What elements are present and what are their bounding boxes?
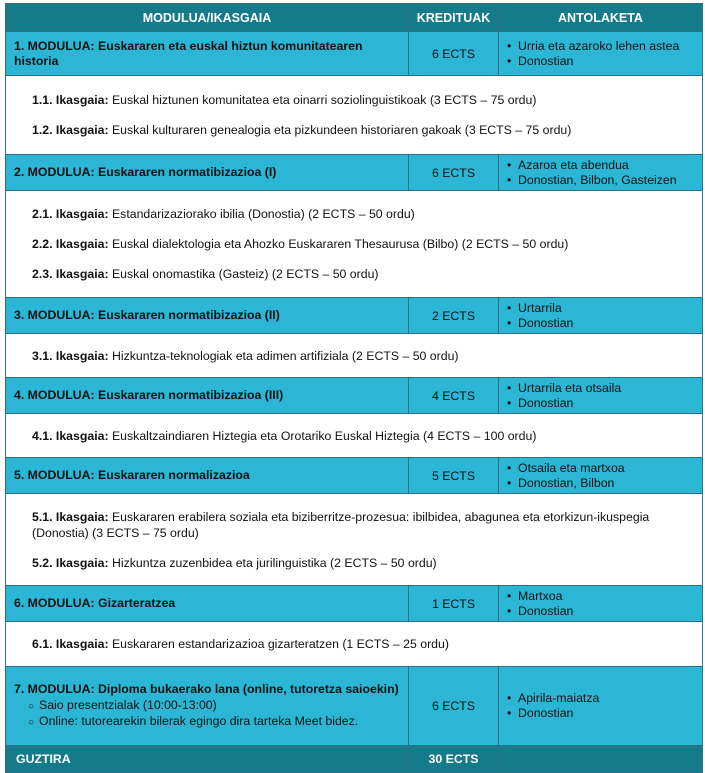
subjects-row: [6, 622, 703, 667]
subject-label: 4.1. Ikasgaia:: [32, 428, 109, 443]
subjects-cell: [6, 191, 703, 298]
schedule-place: • Donostian, Bilbon, Gasteizen: [507, 173, 696, 188]
module-credits: 4 ECTS: [409, 378, 499, 414]
schedule-place: • Donostian, Bilbon: [507, 476, 696, 491]
module-row: [6, 667, 703, 746]
schedule-period: • Apirila-maiatza: [507, 691, 696, 706]
subject-item: [32, 122, 692, 138]
schedule-period: • Martxoa: [507, 589, 696, 604]
column-header-credits: KREDITUAK: [409, 4, 499, 32]
subject-label: 2.2. Ikasgaia:: [32, 237, 109, 251]
table-header-row: [6, 4, 703, 32]
subjects-row: [6, 191, 703, 298]
column-header-schedule: ANTOLAKETA: [499, 4, 703, 32]
subject-label: 3.1. Ikasgaia:: [32, 348, 109, 363]
schedule-place: • Donostian: [507, 706, 696, 721]
subject-label: 5.1. Ikasgaia:: [32, 509, 109, 524]
module-schedule: [499, 155, 703, 191]
subject-item: [32, 266, 692, 282]
subject-text: Euskararen erabilera soziala eta biziberritze-prozesua: ibilbidea, abagunea eta etorkizun-ikuspegia (Donostia) (3 ECTS – 75 ordu): [32, 509, 650, 540]
subject-label: 6.1. Ikasgaia:: [32, 637, 109, 651]
total-value: 30 ECTS: [409, 746, 499, 773]
module-credits: 6 ECTS: [409, 667, 499, 746]
module-title-cell: [6, 667, 409, 746]
module-schedule: [499, 298, 703, 334]
subject-item: [32, 636, 692, 652]
module-title: 4. MODULUA: Euskararen normatibizazioa (III): [6, 378, 409, 414]
subject-item: [32, 348, 692, 364]
module-title: 7. MODULUA: Diploma bukaerako lana (online, tutoretza saioekin): [14, 682, 399, 696]
subjects-row: [6, 76, 703, 155]
subject-item: [32, 428, 692, 444]
module-row: [6, 298, 703, 334]
curriculum-table: [5, 3, 703, 773]
schedule-period: • Urtarrila: [507, 301, 696, 316]
total-empty-cell: [499, 746, 703, 773]
module-schedule: [499, 667, 703, 746]
session-list: [14, 698, 400, 730]
total-row: [6, 746, 703, 773]
subjects-cell: [6, 622, 703, 667]
subjects-row: [6, 494, 703, 586]
module-title: 1. MODULUA: Euskararen eta euskal hiztun komunitatearen historia: [6, 32, 409, 76]
subjects-cell: [6, 334, 703, 378]
session-item: ○ Saio presentzialak (10:00-13:00): [28, 698, 400, 714]
subject-text: Euskal hiztunen komunitatea eta oinarri soziolinguistikoak (3 ECTS – 75 ordu): [108, 93, 537, 107]
module-schedule: [499, 458, 703, 494]
module-title: 2. MODULUA: Euskararen normatibizazioa (I): [6, 155, 409, 191]
module-row: [6, 378, 703, 414]
subject-text: Euskaltzaindiaren Hiztegia eta Orotariko Euskal Hiztegia (4 ECTS – 100 ordu): [108, 428, 537, 443]
module-row: [6, 458, 703, 494]
subject-text: Hizkuntza zuzenbidea eta jurilinguistika (2 ECTS – 50 ordu): [108, 555, 437, 570]
subjects-cell: [6, 494, 703, 586]
subject-item: [32, 92, 692, 108]
subject-text: Hizkuntza-teknologiak eta adimen artifiziala (2 ECTS – 50 ordu): [108, 348, 459, 363]
subjects-row: [6, 334, 703, 378]
module-row: [6, 155, 703, 191]
schedule-place: • Donostian: [507, 396, 696, 411]
subject-text: Euskararen estandarizazioa gizarteratzen (1 ECTS – 25 ordu): [108, 637, 449, 651]
module-title: 6. MODULUA: Gizarteratzea: [6, 586, 409, 622]
column-header-module: MODULUA/IKASGAIA: [6, 4, 409, 32]
schedule-period: • Urtarrila eta otsaila: [507, 381, 696, 396]
subject-label: 2.1. Ikasgaia:: [32, 207, 109, 221]
module-row: [6, 32, 703, 76]
subject-item: [32, 236, 692, 252]
module-credits: 5 ECTS: [409, 458, 499, 494]
module-credits: 2 ECTS: [409, 298, 499, 334]
schedule-period: • Otsaila eta martxoa: [507, 461, 696, 476]
schedule-place: • Donostian: [507, 54, 696, 69]
subject-item: [32, 206, 692, 222]
module-schedule: [499, 378, 703, 414]
schedule-place: • Donostian: [507, 316, 696, 331]
subject-item: [32, 555, 692, 571]
subjects-cell: [6, 414, 703, 458]
schedule-period: • Urria eta azaroko lehen astea: [507, 39, 696, 54]
total-label: GUZTIRA: [6, 746, 409, 773]
subject-label: 1.1. Ikasgaia:: [32, 93, 109, 107]
module-credits: 6 ECTS: [409, 155, 499, 191]
schedule-period: • Azaroa eta abendua: [507, 158, 696, 173]
module-credits: 1 ECTS: [409, 586, 499, 622]
subject-text: Euskal kulturaren genealogia eta pizkundeen historiaren gakoak (3 ECTS – 75 ordu): [108, 123, 572, 137]
subject-text: Euskal dialektologia eta Ahozko Euskararen Thesaurusa (Bilbo) (2 ECTS – 50 ordu): [108, 237, 569, 251]
module-title: 5. MODULUA: Euskararen normalizazioa: [6, 458, 409, 494]
session-item: ○ Online: tutorearekin bilerak egingo dira tarteka Meet bidez.: [28, 714, 400, 730]
subjects-row: [6, 414, 703, 458]
subjects-cell: [6, 76, 703, 155]
module-row: [6, 586, 703, 622]
subject-text: Euskal onomastika (Gasteiz) (2 ECTS – 50 ordu): [108, 267, 379, 281]
module-schedule: [499, 32, 703, 76]
schedule-place: • Donostian: [507, 604, 696, 619]
subject-text: Estandarizaziorako ibilia (Donostia) (2 ECTS – 50 ordu): [108, 207, 415, 221]
subject-label: 5.2. Ikasgaia:: [32, 555, 109, 570]
module-title: 3. MODULUA: Euskararen normatibizazioa (II): [6, 298, 409, 334]
module-credits: 6 ECTS: [409, 32, 499, 76]
module-schedule: [499, 586, 703, 622]
curriculum-sheet: [5, 3, 702, 773]
subject-label: 2.3. Ikasgaia:: [32, 267, 109, 281]
subject-label: 1.2. Ikasgaia:: [32, 123, 109, 137]
subject-item: [32, 509, 692, 541]
